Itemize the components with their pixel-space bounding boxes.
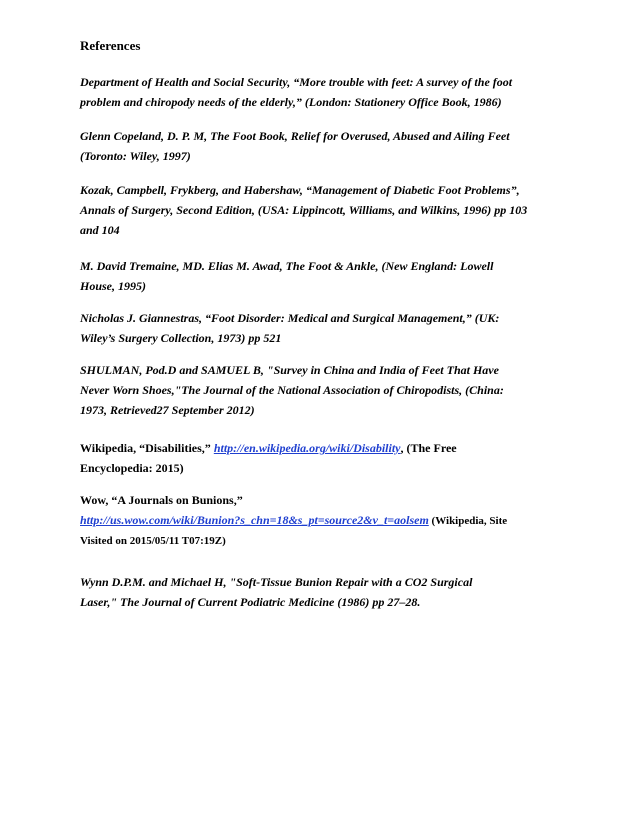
reference-9-line-2: Laser," The Journal of Current Podiatric Medicine (1986) pp 27–28. — [80, 595, 421, 609]
reference-entry-7 — [80, 438, 560, 478]
reference-entry-2 — [80, 126, 560, 166]
reference-3-line-1: Kozak, Campbell, Frykberg, and Habershaw, “Management of Diabetic Foot Problems”, — [80, 183, 520, 197]
reference-2-line-2: (Toronto: Wiley, 1997) — [80, 149, 191, 163]
reference-7-line-2: Encyclopedia: 2015) — [80, 461, 184, 475]
reference-3-line-3: and 104 — [80, 223, 120, 237]
reference-9-line-1: Wynn D.P.M. and Michael H, "Soft-Tissue Bunion Repair with a CO2 Surgical — [80, 575, 473, 589]
reference-entry-9 — [80, 572, 560, 612]
reference-7-text-start: Wikipedia, “Disabilities,” — [80, 441, 214, 455]
reference-4-line-1: M. David Tremaine, MD. Elias M. Awad, The Foot & Ankle, (New England: Lowell — [80, 259, 494, 273]
reference-3-line-2: Annals of Surgery, Second Edition, (USA: Lippincott, Williams, and Wilkins, 1996) pp 103 — [80, 203, 528, 217]
reference-entry-3 — [80, 180, 560, 240]
references-heading: References — [80, 38, 141, 53]
reference-8-text-end: (Wikipedia, Site — [428, 515, 508, 527]
reference-6-line-2: Never Worn Shoes,"The Journal of the National Association of Chiropodists, (China: — [80, 383, 504, 397]
reference-5-line-1: Nicholas J. Giannestras, “Foot Disorder: Medical and Surgical Management,” (UK: — [80, 311, 500, 325]
reference-7-text-end: , (The Free — [400, 441, 457, 455]
reference-7-line-1 — [80, 438, 560, 458]
reference-8-line-2 — [80, 510, 560, 531]
reference-2-line-1: Glenn Copeland, D. P. M, The Foot Book, Relief for Overused, Abused and Ailing Feet — [80, 129, 510, 143]
reference-6-line-1: SHULMAN, Pod.D and SAMUEL B, "Survey in China and India of Feet That Have — [80, 363, 499, 377]
reference-8-line-3: Visited on 2015/05/11 T07:19Z) — [80, 535, 226, 547]
wow-bunion-link[interactable]: http://us.wow.com/wiki/Bunion?s_chn=18&s_pt=source2&v_t=aolsem — [80, 513, 429, 527]
reference-entry-5 — [80, 308, 560, 348]
reference-entry-1 — [80, 72, 560, 112]
reference-entry-6 — [80, 360, 560, 420]
reference-8-line-1: Wow, “A Journals on Bunions,” — [80, 493, 243, 507]
reference-entry-4 — [80, 256, 560, 296]
reference-4-line-2: House, 1995) — [80, 279, 146, 293]
reference-entry-8 — [80, 490, 560, 551]
reference-6-line-3: 1973, Retrieved27 September 2012) — [80, 403, 255, 417]
reference-5-line-2: Wiley’s Surgery Collection, 1973) pp 521 — [80, 331, 282, 345]
reference-1-line-2: problem and chiropody needs of the elderly,” (London: Stationery Office Book, 1986) — [80, 95, 502, 109]
reference-1-line-1: Department of Health and Social Security, “More trouble with feet: A survey of the foot — [80, 75, 513, 89]
wikipedia-disability-link[interactable]: http://en.wikipedia.org/wiki/Disability — [213, 441, 401, 455]
